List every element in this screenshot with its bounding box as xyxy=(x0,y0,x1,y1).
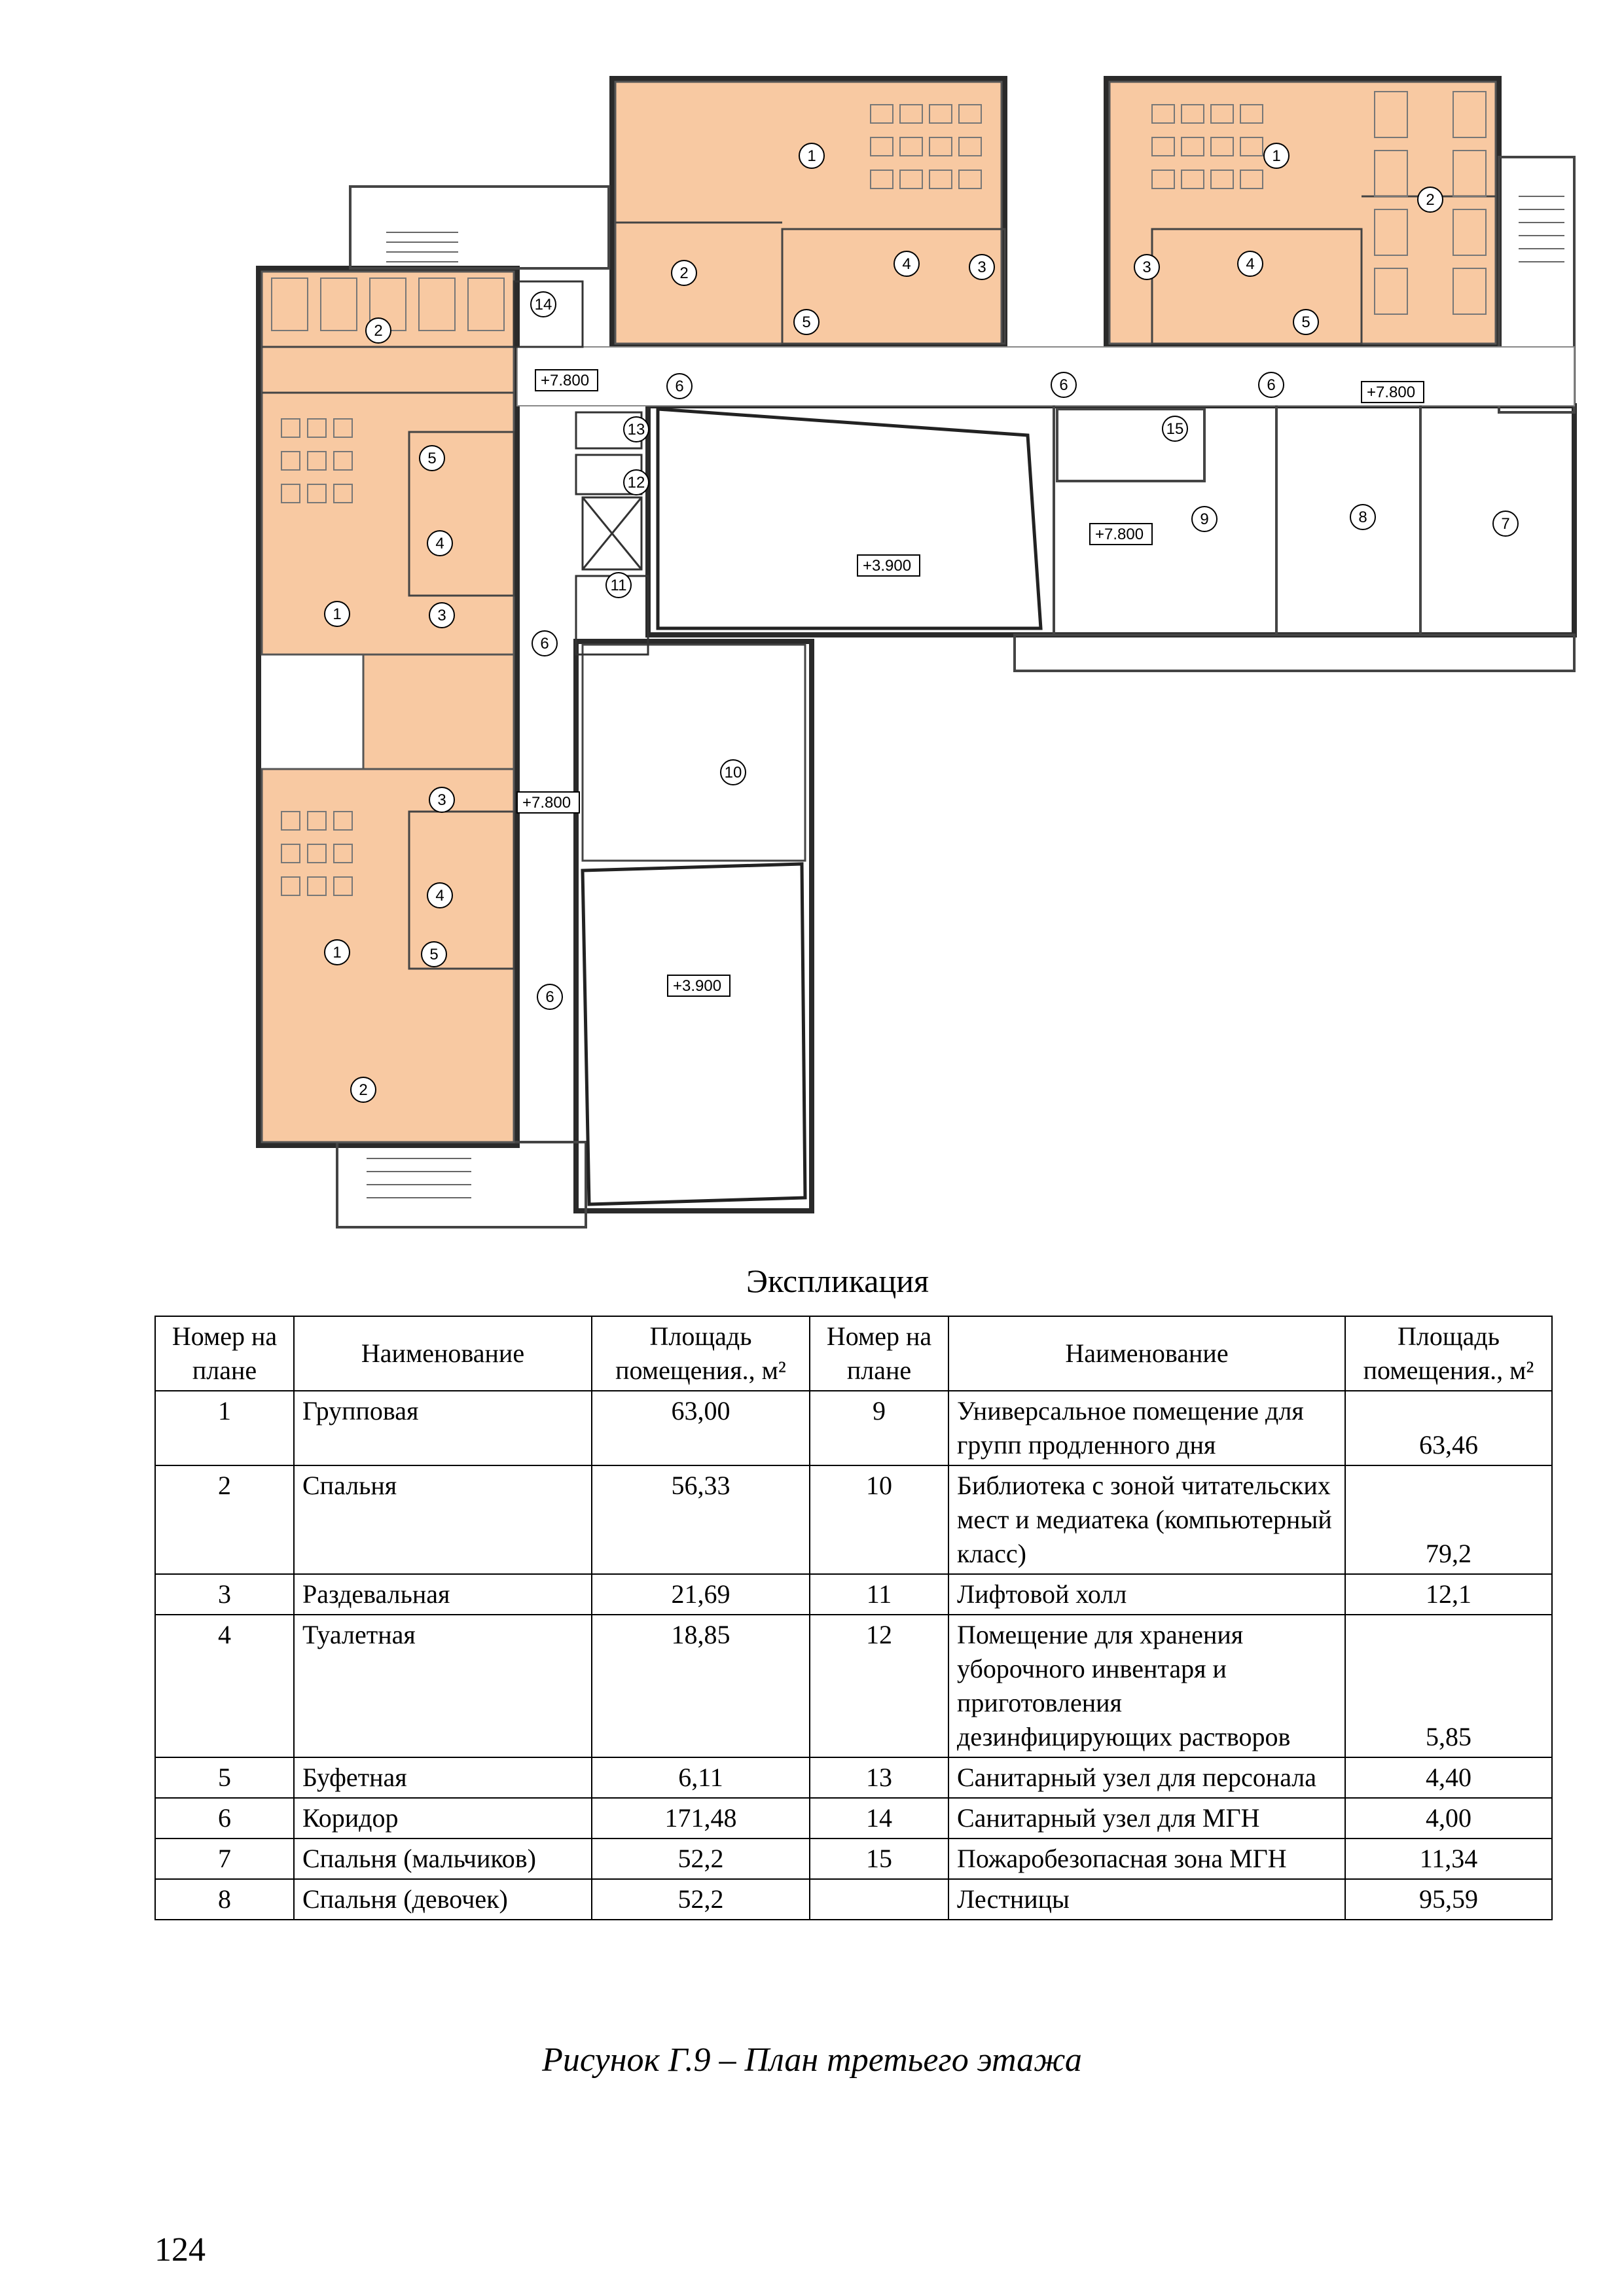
cell-name2: Библиотека с зоной читательских мест и медиатека (компьютерный класс) xyxy=(948,1465,1345,1574)
cell-name2: Пожаробезопасная зона МГН xyxy=(948,1839,1345,1879)
svg-text:2: 2 xyxy=(1426,191,1435,209)
cell-a1: 6,11 xyxy=(592,1757,810,1798)
cell-n1: 8 xyxy=(155,1879,294,1920)
svg-text:15: 15 xyxy=(1166,420,1184,438)
cell-a2: 12,1 xyxy=(1345,1574,1552,1615)
svg-text:6: 6 xyxy=(1059,376,1068,394)
svg-text:4: 4 xyxy=(1246,255,1255,273)
svg-text:11: 11 xyxy=(610,577,627,594)
svg-text:3: 3 xyxy=(1142,259,1151,276)
room-marker-1 xyxy=(325,940,350,965)
cell-n1: 3 xyxy=(155,1574,294,1615)
svg-text:7: 7 xyxy=(1501,515,1510,533)
cell-name2: Помещение для хранения уборочного инвентаря и приготовления дезинфицирующих растворов xyxy=(948,1615,1345,1757)
room-marker-1 xyxy=(325,601,350,626)
table-header-row xyxy=(155,1316,1552,1391)
table-row xyxy=(155,1879,1552,1920)
header-area: Площадь помещения., м² xyxy=(592,1316,810,1391)
cell-n2: 14 xyxy=(810,1798,948,1839)
svg-text:4: 4 xyxy=(902,255,911,273)
svg-text:12: 12 xyxy=(627,474,645,492)
svg-text:6: 6 xyxy=(1267,376,1276,394)
svg-text:5: 5 xyxy=(802,314,811,331)
cell-n1: 5 xyxy=(155,1757,294,1798)
figure-caption: Рисунок Г.9 – План третьего этажа xyxy=(542,2041,1082,2079)
elevation-label-west: +7.800 xyxy=(522,794,571,812)
cell-name1: Туалетная xyxy=(294,1615,592,1757)
room-marker-6 xyxy=(1051,372,1076,397)
cell-name1: Спальня xyxy=(294,1465,592,1574)
cell-n2: 13 xyxy=(810,1757,948,1798)
room-marker-8 xyxy=(1350,505,1375,529)
room-marker-3 xyxy=(429,787,454,812)
cell-a2: 63,46 xyxy=(1345,1391,1552,1465)
room-marker-6 xyxy=(537,984,562,1009)
room-marker-11 xyxy=(606,573,631,598)
svg-text:3: 3 xyxy=(977,259,986,276)
cell-n2: 12 xyxy=(810,1615,948,1757)
room-marker-3 xyxy=(429,603,454,628)
svg-text:2: 2 xyxy=(679,264,689,282)
room-marker-5 xyxy=(1293,310,1318,334)
svg-text:5: 5 xyxy=(429,946,439,963)
svg-text:4: 4 xyxy=(435,535,444,552)
page-number: 124 xyxy=(154,2231,206,2269)
room-marker-4 xyxy=(894,251,919,276)
explication-title: Экспликация xyxy=(746,1263,929,1299)
cell-a2: 4,40 xyxy=(1345,1757,1552,1798)
svg-text:1: 1 xyxy=(1272,147,1281,165)
room-marker-9 xyxy=(1192,507,1217,531)
header-area-2: Площадь помещения., м² xyxy=(1345,1316,1552,1391)
cell-a1: 63,00 xyxy=(592,1391,810,1465)
cell-n1: 4 xyxy=(155,1615,294,1757)
cell-n1: 7 xyxy=(155,1839,294,1879)
table-row xyxy=(155,1839,1552,1879)
svg-text:14: 14 xyxy=(534,296,552,314)
room-marker-5 xyxy=(794,310,819,334)
svg-text:3: 3 xyxy=(437,607,446,624)
cell-n1: 2 xyxy=(155,1465,294,1574)
header-num-2: Номер на плане xyxy=(810,1316,948,1391)
table-row xyxy=(155,1465,1552,1574)
elevation-label-ne: +7.800 xyxy=(1367,384,1416,401)
room-marker-5 xyxy=(420,446,444,471)
cell-a2: 11,34 xyxy=(1345,1839,1552,1879)
cell-name1: Буфетная xyxy=(294,1757,592,1798)
svg-text:8: 8 xyxy=(1358,509,1367,526)
cell-a2: 79,2 xyxy=(1345,1465,1552,1574)
cell-a1: 52,2 xyxy=(592,1839,810,1879)
svg-text:1: 1 xyxy=(333,605,342,623)
room-marker-4 xyxy=(427,531,452,556)
room-marker-10 xyxy=(721,760,746,785)
cell-name2: Санитарный узел для МГН xyxy=(948,1798,1345,1839)
cell-a1: 171,48 xyxy=(592,1798,810,1839)
svg-text:1: 1 xyxy=(333,944,342,961)
svg-text:3: 3 xyxy=(437,791,446,809)
room-marker-3 xyxy=(1134,255,1159,279)
cell-n2: 15 xyxy=(810,1839,948,1879)
svg-text:4: 4 xyxy=(435,887,444,905)
table-row xyxy=(155,1615,1552,1757)
cell-n1: 1 xyxy=(155,1391,294,1465)
svg-text:5: 5 xyxy=(1301,314,1310,331)
cell-a2: 4,00 xyxy=(1345,1798,1552,1839)
room-marker-1 xyxy=(799,143,824,168)
explication-table xyxy=(154,1316,1553,1920)
table-row xyxy=(155,1798,1552,1839)
cell-n2 xyxy=(810,1879,948,1920)
cell-n2: 11 xyxy=(810,1574,948,1615)
svg-text:2: 2 xyxy=(374,322,383,340)
svg-text:9: 9 xyxy=(1200,511,1209,528)
room-marker-2 xyxy=(351,1077,376,1102)
room-marker-2 xyxy=(1418,187,1443,212)
cell-name2: Лифтовой холл xyxy=(948,1574,1345,1615)
room-marker-4 xyxy=(427,883,452,908)
header-name: Наименование xyxy=(294,1316,592,1391)
cell-name1: Раздевальная xyxy=(294,1574,592,1615)
cell-name1: Спальня (мальчиков) xyxy=(294,1839,592,1879)
table-row xyxy=(155,1757,1552,1798)
cell-n2: 9 xyxy=(810,1391,948,1465)
room-marker-15 xyxy=(1163,416,1187,441)
cell-a2: 5,85 xyxy=(1345,1615,1552,1757)
cell-name1: Спальня (девочек) xyxy=(294,1879,592,1920)
svg-text:6: 6 xyxy=(540,635,549,653)
svg-text:10: 10 xyxy=(724,764,742,781)
cell-a1: 52,2 xyxy=(592,1879,810,1920)
svg-text:2: 2 xyxy=(359,1081,368,1099)
cell-a1: 18,85 xyxy=(592,1615,810,1757)
room-marker-1 xyxy=(1264,143,1289,168)
cell-name1: Групповая xyxy=(294,1391,592,1465)
room-marker-14 xyxy=(531,292,556,317)
cell-n2: 10 xyxy=(810,1465,948,1574)
room-marker-5 xyxy=(422,942,446,967)
svg-text:5: 5 xyxy=(427,450,437,467)
cell-a2: 95,59 xyxy=(1345,1879,1552,1920)
cell-name2: Универсальное помещение для групп продленного дня xyxy=(948,1391,1345,1465)
room-marker-6 xyxy=(1259,372,1284,397)
room-marker-2 xyxy=(366,318,391,343)
elevation-label-atrium-n: +3.900 xyxy=(863,557,912,575)
svg-text:1: 1 xyxy=(807,147,816,165)
table-row xyxy=(155,1391,1552,1465)
room-marker-6 xyxy=(532,631,557,656)
room-marker-7 xyxy=(1493,511,1518,536)
room-marker-2 xyxy=(672,260,696,285)
header-name-2: Наименование xyxy=(948,1316,1345,1391)
room-marker-3 xyxy=(969,255,994,279)
svg-text:13: 13 xyxy=(627,421,645,439)
room-marker-12 xyxy=(624,470,649,495)
cell-a1: 21,69 xyxy=(592,1574,810,1615)
elevation-label-nw: +7.800 xyxy=(541,372,590,389)
room-marker-13 xyxy=(624,417,649,442)
header-num: Номер на плане xyxy=(155,1316,294,1391)
svg-text:6: 6 xyxy=(545,988,554,1006)
svg-text:6: 6 xyxy=(675,378,684,395)
elevation-label-room9: +7.800 xyxy=(1095,526,1144,543)
elevation-label-atrium-s: +3.900 xyxy=(673,977,722,995)
cell-name2: Санитарный узел для персонала xyxy=(948,1757,1345,1798)
table-row xyxy=(155,1574,1552,1615)
cell-name2: Лестницы xyxy=(948,1879,1345,1920)
library-room xyxy=(583,645,805,861)
room-marker-6 xyxy=(667,374,692,399)
room-marker-4 xyxy=(1238,251,1263,276)
cell-a1: 56,33 xyxy=(592,1465,810,1574)
cell-n1: 6 xyxy=(155,1798,294,1839)
cell-name1: Коридор xyxy=(294,1798,592,1839)
